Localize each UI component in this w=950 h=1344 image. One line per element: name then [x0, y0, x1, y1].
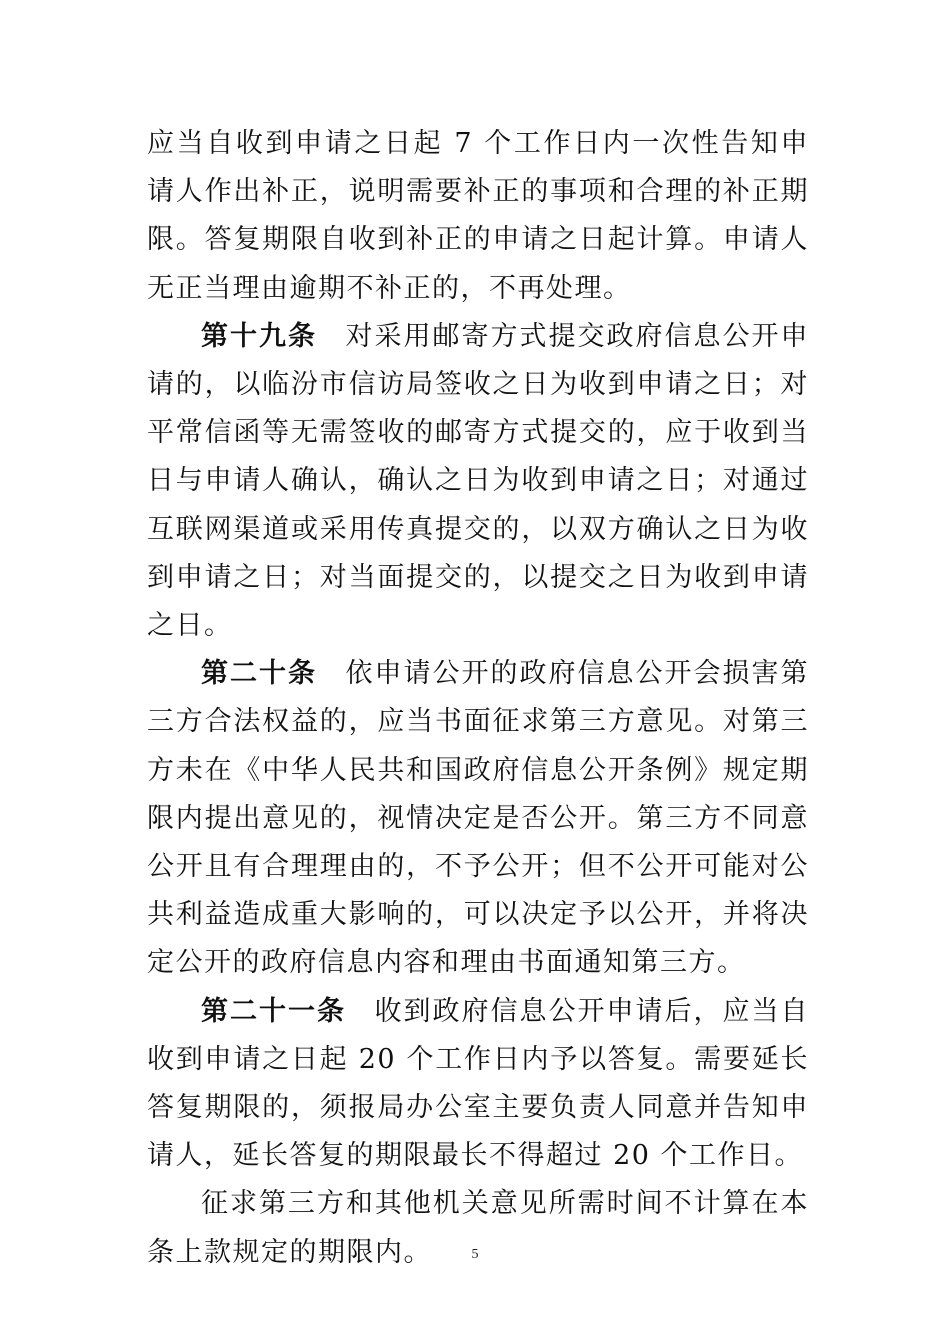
article-19 — [147, 313, 809, 650]
body-text — [147, 120, 809, 1277]
article-heading: 第二十一条 — [201, 995, 346, 1027]
page-number: 5 — [471, 1247, 479, 1262]
paragraph-continuation — [147, 120, 809, 313]
article-20 — [147, 650, 809, 987]
article-text: 对采用邮寄方式提交政府信息公开申请的，以临汾市信访局签收之日为收到申请之日；对平常信函等无需签收的邮寄方式提交的，应于收到当日与申请人确认，确认之日为收到申请之日；对通过互联网渠道或采用传真提交的，以双方确认之日为收到申请之日；对当面提交的，以提交之日为收到申请之日。 — [147, 320, 809, 642]
article-heading: 第二十条 — [201, 658, 317, 690]
paragraph-text: 征求第三方和其他机关意见所需时间不计算在本条上款规定的期限内。 — [147, 1188, 809, 1268]
paragraph-text: 应当自收到申请之日起 7 个工作日内一次性告知申请人作出补正，说明需要补正的事项和合理的补正期限。答复期限自收到补正的申请之日起计算。申请人无正当理由逾期不补正的，不再处理。 — [147, 128, 809, 304]
article-text: 收到政府信息公开申请后，应当自收到申请之日起 20 个工作日内予以答复。需要延长答复期限的，须报局办公室主要负责人同意并告知申请人，延长答复的期限最长不得超过 20 个工作日。 — [147, 995, 809, 1172]
article-heading: 第十九条 — [201, 320, 317, 352]
article-21 — [147, 988, 809, 1181]
article-text: 依申请公开的政府信息公开会损害第三方合法权益的，应当书面征求第三方意见。对第三方未在《中华人民共和国政府信息公开条例》规定期限内提出意见的，视情决定是否公开。第三方不同意公开且有合理理由的，不予公开；但不公开可能对公共利益造成重大影响的，可以决定予以公开，并将决定公开的政府信息内容和理由书面通知第三方。 — [147, 658, 809, 979]
